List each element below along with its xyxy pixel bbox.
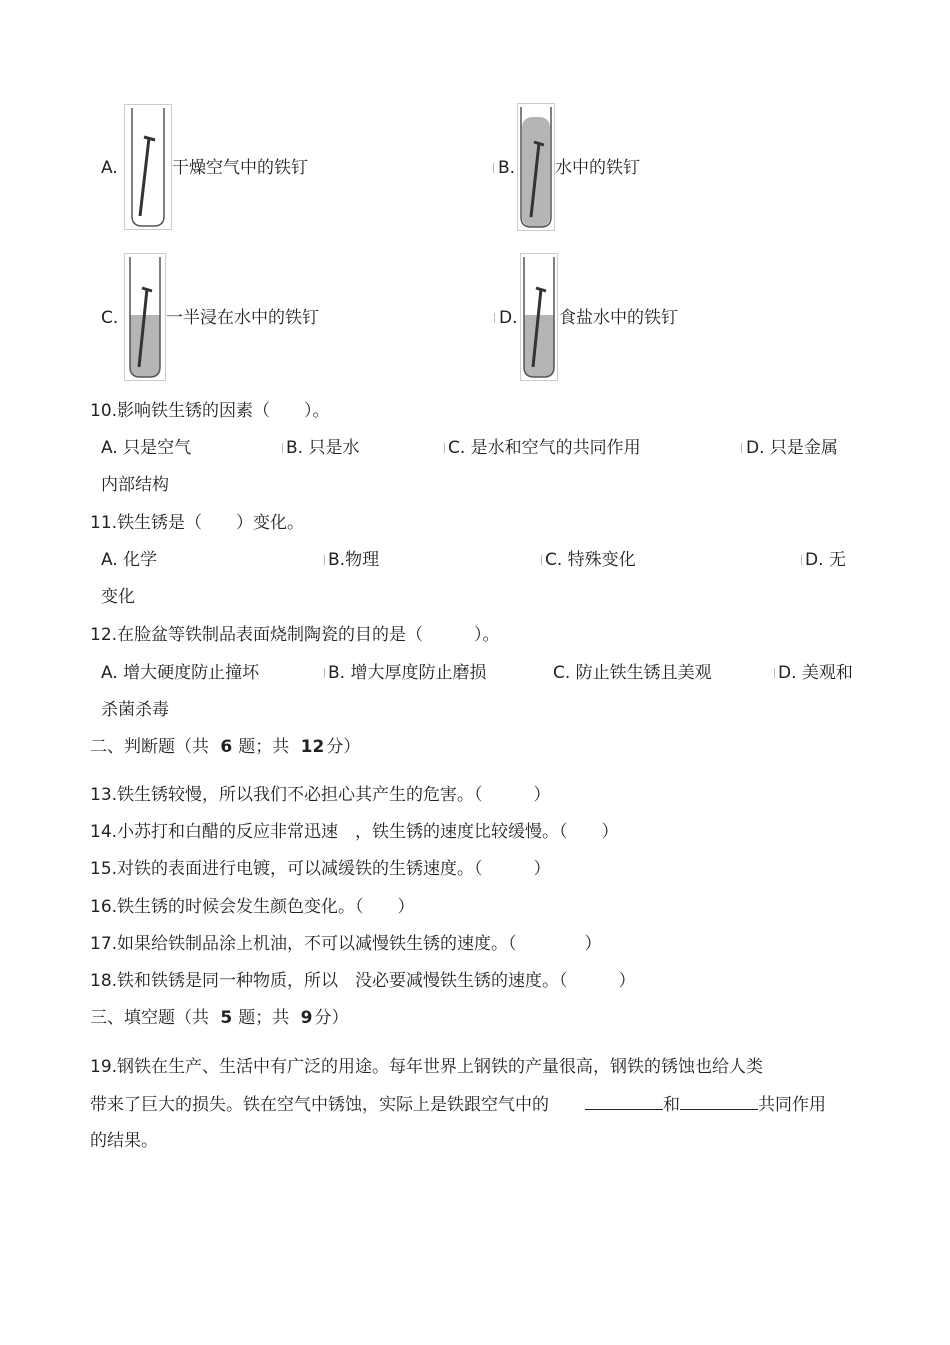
question-18: 18.铁和铁锈是同一种物质，所以 没必要减慢铁生锈的速度。（ ） <box>90 971 636 991</box>
question-10-option-b: B. 只是水 <box>286 438 360 458</box>
question-11-option-d-wrap: 变化 <box>101 587 135 607</box>
question-12-option-d: D. 美观和 <box>778 663 853 683</box>
question-19-line-2 <box>90 1093 826 1116</box>
question-11-stem: 11.铁生锈是（ ）变化。 <box>90 513 305 533</box>
question-11-option-a: A. 化学 <box>101 550 158 570</box>
question-12-option-c: C. 防止铁生锈且美观 <box>553 663 712 683</box>
test-tube-dry-air-image <box>124 104 172 230</box>
fill-blank-1[interactable] <box>585 1093 663 1110</box>
question-19-line-2-b: 和 <box>663 1095 680 1115</box>
section-2-prefix: 二、判断题（共 <box>90 737 209 757</box>
question-10-stem: 10.影响铁生锈的因素（ ）。 <box>90 401 330 421</box>
question-12-stem: 12.在脸盆等铁制品表面烧制陶瓷的目的是（ ）。 <box>90 625 500 645</box>
test-tube-water-image <box>517 103 555 231</box>
section-2-count: 6 <box>220 737 233 757</box>
section-2-suffix: 分） <box>326 737 361 757</box>
option-c-text: 一半浸在水中的铁钉 <box>166 308 319 328</box>
section-3-mid: 题；共 <box>238 1008 290 1028</box>
section-3-prefix: 三、填空题（共 <box>90 1008 209 1028</box>
section-2-score: 12 <box>300 737 325 757</box>
option-d-text: 食盐水中的铁钉 <box>559 308 678 328</box>
question-17: 17.如果给铁制品涂上机油，不可以减慢铁生锈的速度。（ ） <box>90 934 602 954</box>
option-d-marker <box>494 313 498 323</box>
option-d-letter: D. <box>499 308 518 328</box>
section-3-score: 9 <box>300 1008 313 1028</box>
question-10-option-d: D. 只是金属 <box>746 438 838 458</box>
option-b-letter: B. <box>498 158 516 178</box>
question-11-option-b: B.物理 <box>328 550 380 570</box>
question-10-option-a: A. 只是空气 <box>101 438 192 458</box>
q10-d-marker <box>741 443 745 453</box>
option-b-marker <box>493 163 497 173</box>
question-11-option-c: C. 特殊变化 <box>545 550 636 570</box>
option-c-letter: C. <box>101 308 119 328</box>
question-11-option-d: D. 无 <box>805 550 846 570</box>
question-19-line-2-a: 带来了巨大的损失。铁在空气中锈蚀，实际上是铁跟空气中的 <box>90 1095 549 1115</box>
section-2-mid: 题；共 <box>238 737 290 757</box>
section-3-suffix: 分） <box>314 1008 349 1028</box>
option-a-letter: A. <box>101 158 118 178</box>
section-2-heading <box>90 736 360 758</box>
option-a-text: 干燥空气中的铁钉 <box>172 158 308 178</box>
question-10-option-d-wrap: 内部结构 <box>101 475 169 495</box>
section-3-heading <box>90 1007 349 1029</box>
question-12-option-b: B. 增大厚度防止磨损 <box>328 663 487 683</box>
question-10-option-c: C. 是水和空气的共同作用 <box>448 438 641 458</box>
question-14: 14.小苏打和白醋的反应非常迅速 ，铁生锈的速度比较缓慢。（ ） <box>90 822 619 842</box>
question-13: 13.铁生锈较慢，所以我们不必担心其产生的危害。（ ） <box>90 785 551 805</box>
section-3-count: 5 <box>220 1008 233 1028</box>
option-b-text: 水中的铁钉 <box>555 158 640 178</box>
question-19-line-3: 的结果。 <box>90 1131 158 1151</box>
question-12-option-a: A. 增大硬度防止撞坏 <box>101 663 260 683</box>
question-15: 15.对铁的表面进行电镀，可以减缓铁的生锈速度。（ ） <box>90 859 551 879</box>
test-tube-half-water-image <box>124 253 166 381</box>
question-16: 16.铁生锈的时候会发生颜色变化。（ ） <box>90 897 415 917</box>
question-19-line-1: 19.钢铁在生产、生活中有广泛的用途。每年世界上钢铁的产量很高，钢铁的锈蚀也给人类 <box>90 1057 764 1077</box>
question-12-option-d-wrap: 杀菌杀毒 <box>101 700 169 720</box>
test-tube-salt-water-image <box>520 253 558 381</box>
fill-blank-2[interactable] <box>680 1093 758 1110</box>
question-19-line-2-c: 共同作用 <box>758 1095 826 1115</box>
